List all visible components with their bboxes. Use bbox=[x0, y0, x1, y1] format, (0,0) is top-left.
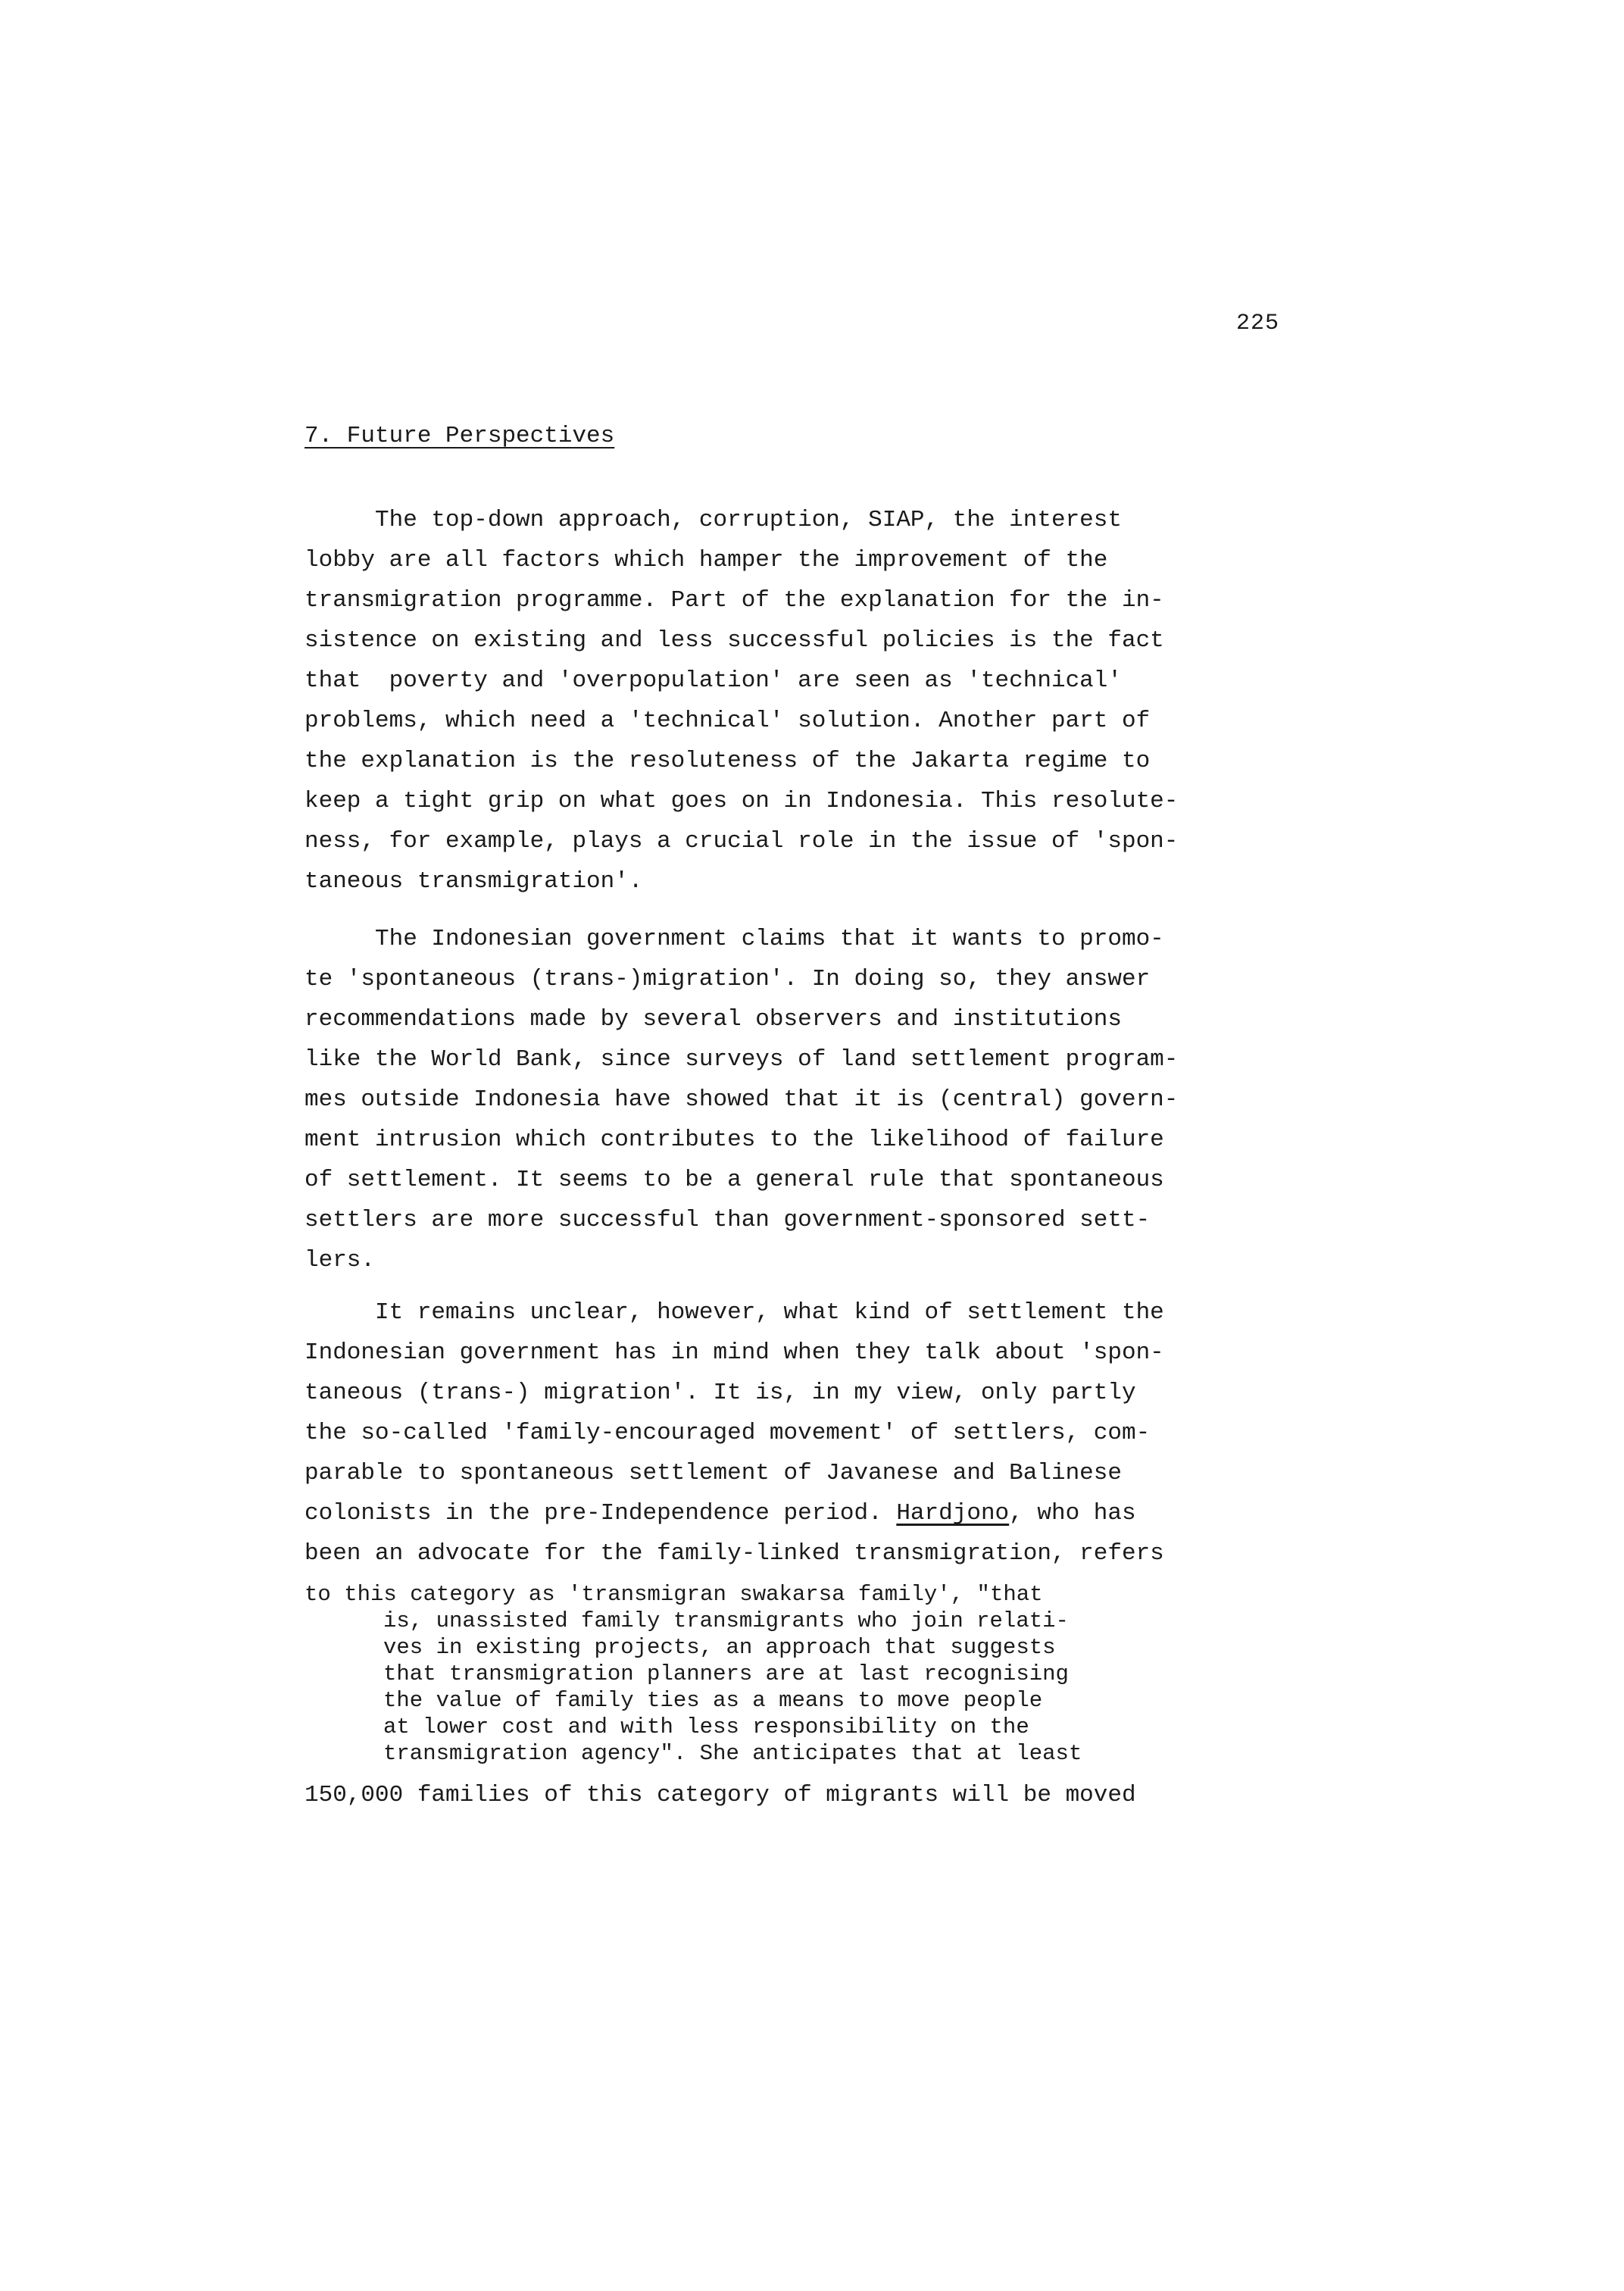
paragraph-3-line: to this category as 'transmigran swakarsa family', "that bbox=[304, 1582, 1043, 1607]
paragraph-2-line: ment intrusion which contributes to the likelihood of failure bbox=[304, 1127, 1164, 1153]
quotation-line: the value of family ties as a means to move people bbox=[383, 1688, 1043, 1713]
page-number: 225 bbox=[1236, 311, 1280, 336]
paragraph-3-line: 150,000 families of this category of migrants will be moved bbox=[304, 1782, 1136, 1808]
quotation-line: is, unassisted family transmigrants who join relati- bbox=[383, 1608, 1069, 1633]
paragraph-1-line: lobby are all factors which hamper the improvement of the bbox=[304, 547, 1108, 574]
paragraph-1-line: that poverty and 'overpopulation' are seen as 'technical' bbox=[304, 667, 1122, 694]
paragraph-2-line: settlers are more successful than government-sponsored sett- bbox=[304, 1207, 1151, 1233]
paragraph-2-line: like the World Bank, since surveys of land settlement program- bbox=[304, 1046, 1179, 1073]
paragraph-1-line: problems, which need a 'technical' solution. Another part of bbox=[304, 708, 1151, 734]
paragraph-2-line: lers. bbox=[304, 1247, 376, 1274]
paragraph-1-line: taneous transmigration'. bbox=[304, 868, 643, 895]
paragraph-3-line: Indonesian government has in mind when they talk about 'spon- bbox=[304, 1339, 1164, 1366]
paragraph-3-line: taneous (trans-) migration'. It is, in my view, only partly bbox=[304, 1380, 1136, 1406]
paragraph-2-line: of settlement. It seems to be a general rule that spontaneous bbox=[304, 1167, 1164, 1193]
paragraph-2-line: mes outside Indonesia have showed that it is (central) govern- bbox=[304, 1086, 1179, 1113]
paragraph-1-line: transmigration programme. Part of the explanation for the in- bbox=[304, 587, 1164, 614]
paragraph-1-line: the explanation is the resoluteness of the Jakarta regime to bbox=[304, 748, 1151, 774]
paragraph-3-line: the so-called 'family-encouraged movement' of settlers, com- bbox=[304, 1420, 1151, 1446]
quotation-line: that transmigration planners are at last recognising bbox=[383, 1661, 1069, 1686]
paragraph-2-line: recommendations made by several observers and institutions bbox=[304, 1006, 1122, 1033]
quotation-line: at lower cost and with less responsibility on the bbox=[383, 1714, 1029, 1739]
paragraph-1-line: ness, for example, plays a crucial role in the issue of 'spon- bbox=[304, 828, 1179, 855]
line-text: , who has bbox=[1009, 1500, 1136, 1527]
paragraph-3-line: It remains unclear, however, what kind of settlement the bbox=[304, 1299, 1164, 1326]
paragraph-3-line: been an advocate for the family-linked transmigration, refers bbox=[304, 1540, 1164, 1567]
paragraph-1-line: sistence on existing and less successful policies is the fact bbox=[304, 627, 1164, 654]
paragraph-2-line: te 'spontaneous (trans-)migration'. In doing so, they answer bbox=[304, 966, 1151, 992]
cited-author: Hardjono bbox=[896, 1500, 1010, 1527]
quotation-line: ves in existing projects, an approach that suggests bbox=[383, 1635, 1056, 1660]
section-heading: 7. Future Perspectives bbox=[304, 423, 615, 449]
paragraph-2-line: The Indonesian government claims that it wants to promo- bbox=[304, 926, 1164, 952]
paragraph-3-line: parable to spontaneous settlement of Javanese and Balinese bbox=[304, 1460, 1122, 1486]
paragraph-1-line: The top-down approach, corruption, SIAP, the interest bbox=[304, 507, 1122, 533]
paragraph-3-line bbox=[304, 1499, 1136, 1529]
quotation-line: transmigration agency". She anticipates that at least bbox=[383, 1741, 1082, 1766]
line-text: colonists in the pre-Independence period. bbox=[304, 1500, 897, 1527]
paragraph-1-line: keep a tight grip on what goes on in Indonesia. This resolute- bbox=[304, 788, 1179, 814]
